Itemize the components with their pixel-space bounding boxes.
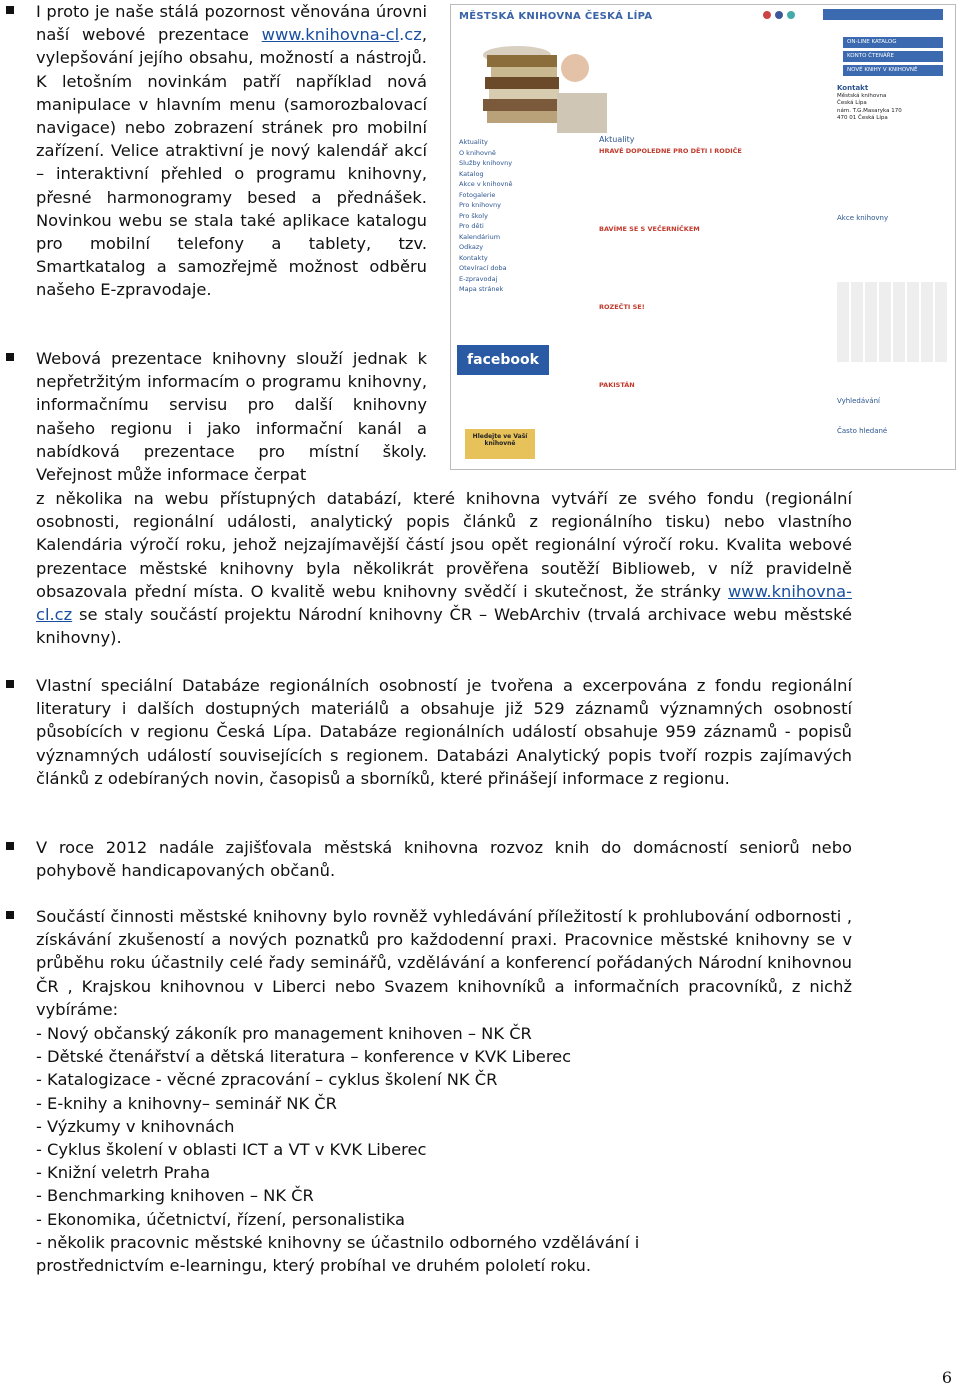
text: , vylepšování jejího obsahu, možností a nástrojů. K letošním novinkám patří například nová manipulace v hlavním menu (samorozbalovací navigace) nebo zobrazení stránek pro mobilní zařízení. Velice atraktivní je nový kalendář akcí – interaktivní přehled o programu knihovny, přesné harmonogramy besed a přednášek. Novinkou webu se stala také aplikace katalogu pro mobilní telefony a tablety, tzv. Smartkatalog a samozřejmě možnost odběru našeho E-zpravodaje.	[36, 25, 427, 300]
menu-item: Kalendárium	[459, 232, 501, 241]
news-text	[599, 311, 827, 381]
quick-links	[843, 37, 943, 79]
contact-line: 470 01 Česká Lípa	[837, 115, 888, 121]
quick-link: ON-LINE KATALOG	[843, 37, 943, 48]
menu-item: Aktuality	[459, 138, 488, 146]
menu-item: Akce v knihovně	[459, 180, 513, 188]
menu-item: O knihovně	[459, 148, 496, 157]
search-heading: Vyhledávání	[837, 397, 880, 405]
bullet	[6, 6, 14, 14]
news-text	[599, 155, 827, 225]
menu-item: Služby knihovny	[459, 159, 513, 167]
contact-heading: Kontakt	[837, 84, 869, 92]
list-item: - Nový občanský zákoník pro management knihoven – NK ČR	[36, 1024, 532, 1043]
site-menu	[459, 137, 544, 295]
bullet	[6, 842, 14, 850]
menu-item: Kontakty	[459, 253, 488, 262]
text: se staly součástí projektu Národní knihovny ČR – WebArchiv (trvalá archivace webu městské knihovny).	[36, 605, 852, 648]
paragraph-rozvoz: V roce 2012 nadále zajišťovala městská knihovna rozvoz knih do domácností seniorů nebo pohybově handicapovaných občanů.	[36, 838, 852, 881]
list-item: - Cyklus školení v oblasti ICT a VT v KVK Liberec	[36, 1140, 427, 1160]
site-news	[599, 135, 827, 389]
news-item: BAVÍME SE S VEČERNÍČKEM	[599, 225, 700, 233]
menu-item: Pro děti	[459, 222, 484, 230]
text: I proto je naše stálá pozornost věnována úrovni naší webové prezentace	[36, 2, 427, 45]
list-item: - Katalogizace - věcné zpracování – cyklus školení NK ČR	[36, 1070, 498, 1090]
news-item: HRAVÉ DOPOLEDNE PRO DĚTI I RODIČE	[599, 147, 742, 155]
text: .cz	[399, 25, 422, 45]
bullet	[6, 680, 14, 688]
quick-link: NOVÉ KNIHY V KNIHOVNĚ	[843, 65, 943, 76]
popular-heading: Často hledané	[837, 426, 888, 435]
list-item: - Knižní veletrh Praha	[36, 1163, 211, 1183]
list-item: - Výzkumy v knihovnách	[36, 1116, 235, 1136]
bullet	[6, 353, 14, 361]
site-header	[451, 5, 955, 31]
menu-item: Otevírací doba	[459, 264, 507, 272]
menu-item: Odkazy	[459, 243, 484, 251]
news-item: ROZEČTI SE!	[599, 303, 645, 311]
contact-line: Městská knihovna	[837, 92, 887, 99]
news-heading: Aktuality	[599, 135, 635, 144]
social-icon	[763, 11, 771, 19]
page-number: 6	[941, 1368, 952, 1387]
list-item: - E-knihy a knihovny– seminář NK ČR	[36, 1093, 337, 1113]
news-item: PAKISTÁN	[599, 381, 635, 389]
search-box	[823, 9, 943, 20]
site-title: MĚSTSKÁ KNIHOVNA ČESKÁ LÍPA	[459, 11, 653, 22]
books-photo	[457, 33, 617, 143]
hledejte-banner: Hledejte ve Vaší knihovně	[465, 429, 535, 459]
facebook-logo: facebook	[457, 345, 549, 375]
menu-item: Fotogalerie	[459, 190, 496, 199]
web-link[interactable]: www.knihovna-cl.cz	[36, 581, 852, 625]
list-item: - Benchmarking knihoven – NK ČR	[36, 1186, 314, 1206]
social-icon	[787, 11, 795, 19]
paragraph-vzdelavani: Součástí činnosti městské knihovny bylo rovněž vyhledávání příležitostí k prohlubování odbornosti , získávání zkušeností a nových poznatků pro každodenní praxi. Pracovnice městské knihovny se v průběhu roku účastnily celé řady seminářů, vzdělávání a konferencí pořádaných Národní knihovnou ČR , Krajskou knihovnou v Liberci nebo Svazem knihovníků a informačních pracovníků, z nichž vybíráme:	[36, 907, 852, 1019]
events-heading: Akce knihovny	[837, 213, 889, 222]
menu-item: Katalog	[459, 169, 484, 178]
menu-item: Pro školy	[459, 211, 488, 220]
contact-line: nám. T.G.Masaryka 170	[837, 107, 902, 114]
bullet	[6, 911, 14, 919]
facebook-icon	[775, 11, 783, 19]
menu-item: Pro knihovny	[459, 201, 501, 209]
web-link[interactable]: www.knihovna-cl	[261, 25, 400, 45]
list-item: - Ekonomika, účetnictví, řízení, personalistika	[36, 1209, 405, 1229]
news-text	[599, 233, 827, 303]
list-item: prostřednictvím e-learningu, který probíhal ve druhém pololetí roku.	[36, 1256, 592, 1276]
paragraph-databaze: Vlastní speciální Databáze regionálních osobností je tvořena a excerpována z fondu regionální literatury i dalších dostupných materiálů a obsahuje již 529 záznamů významných osobností působících v regionu Česká Lípa. Databáze regionálních událostí obsahuje 959 záznamů - popisů významných událostí souvisejících s regionem. Databázi Analytický popis tvoří rozpis zajímavých článků z odebíraných novin, časopisů a sborníků, které přinášejí informace z regionu.	[36, 676, 852, 788]
calendar	[837, 282, 947, 362]
website-screenshot	[450, 4, 956, 470]
menu-item: Mapa stránek	[459, 285, 504, 293]
quick-link: KONTO ČTENÁŘE	[843, 51, 943, 62]
paragraph-prezentace-b	[36, 487, 852, 649]
list-item: - několik pracovnic městské knihovny se účastnilo odborného vzdělávání i	[36, 1232, 640, 1252]
contact-line: Česká Lípa	[837, 100, 867, 106]
menu-item: E-zpravodaj	[459, 274, 498, 283]
text: z několika na webu přístupných databází, které knihovna vytváří ze svého fondu (regionální osobnosti, regionální události, analytický popis článků z regionálního tisku) nebo vlastního Kalendária výročí roku, jehož nejzajímavější částí jsou opět regionální výročí roku. Kvalita webové prezentace městské knihovny byla několikrát prověřena soutěží Biblioweb, v níž pravidelně obsazovala přední místa. O kvalitě webu knihovny svědčí i skutečnost, že stránky	[36, 489, 852, 601]
site-contact	[837, 85, 947, 435]
paragraph-web	[36, 0, 427, 302]
paragraph-prezentace-a: Webová prezentace knihovny slouží jednak k nepřetržitým informacím o programu knihovny, informačnímu servisu pro další knihovny našeho regionu i jako informační kanál a nabídková prezentace pro místní školy. Veřejnost může informace čerpat	[36, 349, 427, 485]
list-item: - Dětské čtenářství a dětská literatura – konference v KVK Liberec	[36, 1047, 572, 1067]
seminar-list	[36, 1022, 639, 1277]
